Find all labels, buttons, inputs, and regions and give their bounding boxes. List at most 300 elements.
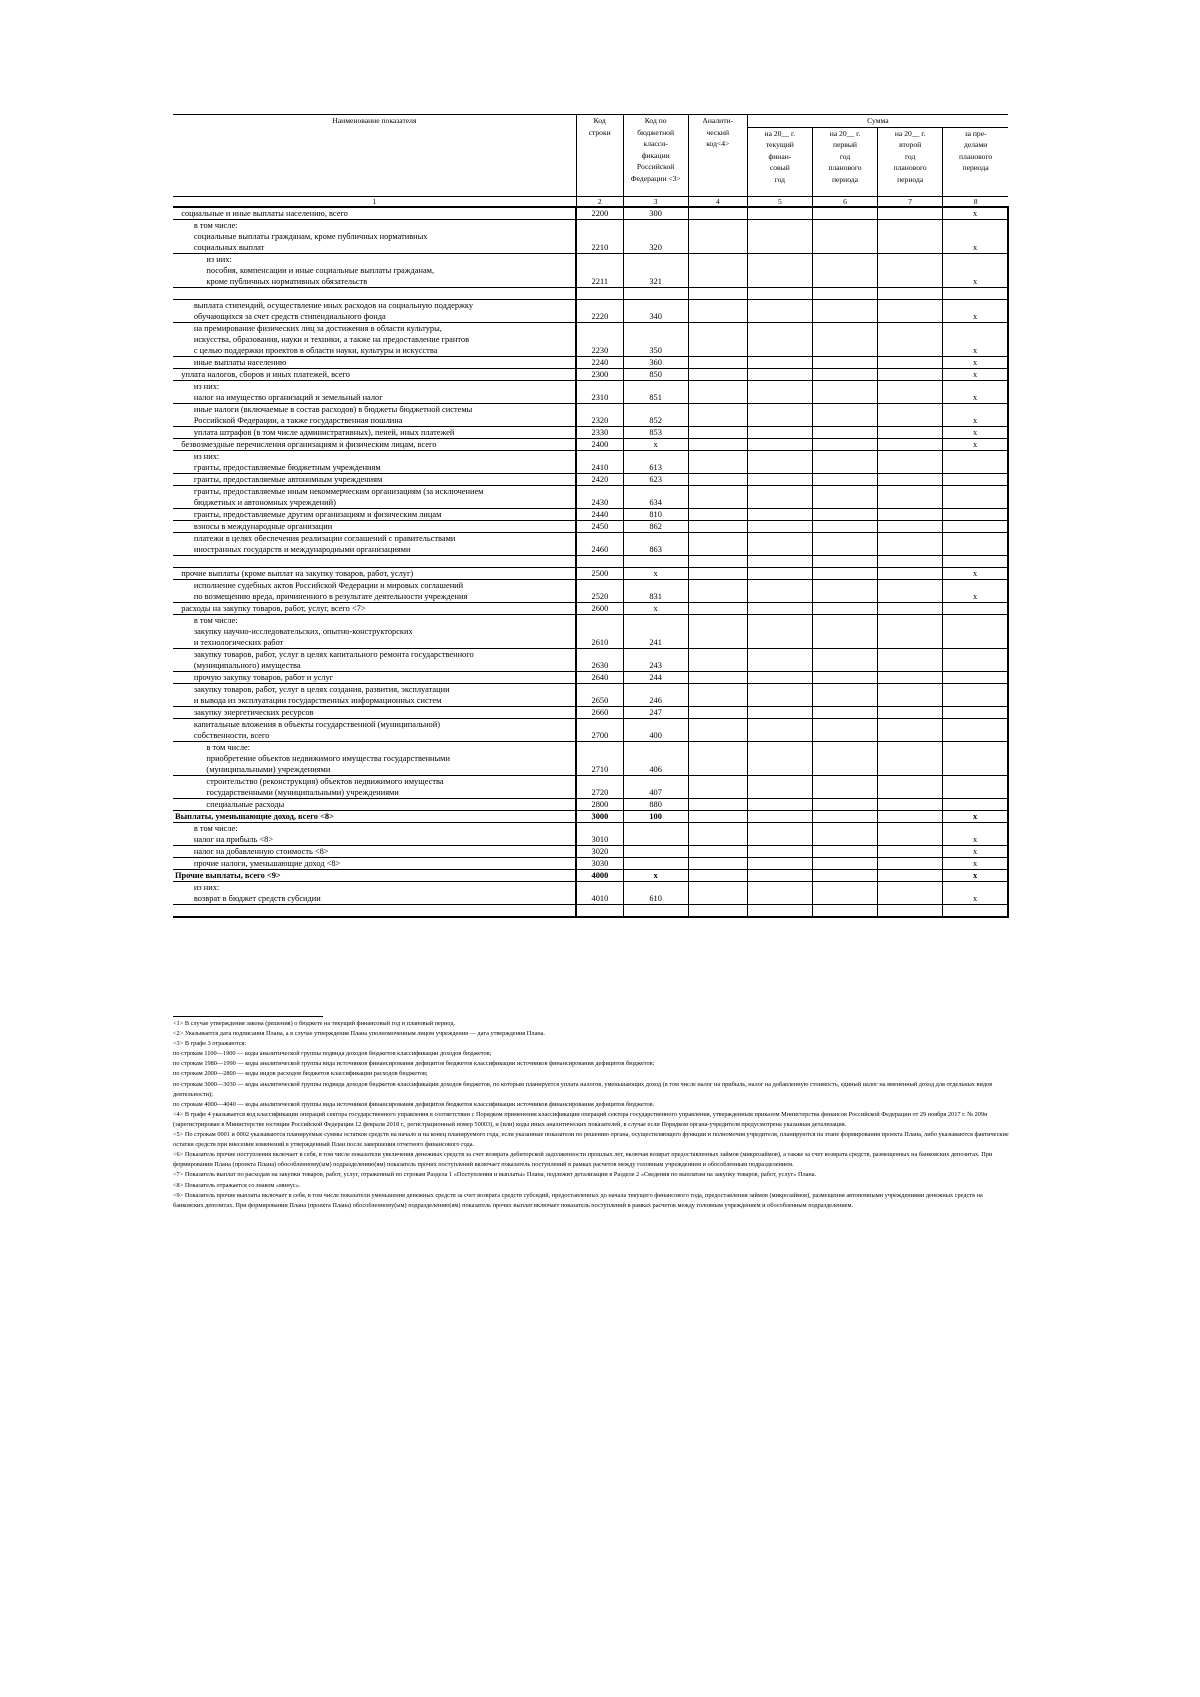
col-num-4: 4: [688, 196, 747, 207]
row-sum-beyond: x: [943, 322, 1008, 356]
row-sum-current: [747, 532, 812, 555]
plan-sheet: [173, 114, 1009, 918]
row-name: из них: гранты, предоставляемые бюджетным учреждениям: [173, 450, 576, 473]
row-name: [173, 287, 576, 299]
row-analytic: [688, 426, 747, 438]
row-sum-first: [812, 532, 877, 555]
row-sum-first: [812, 253, 877, 287]
row-code: 3010: [576, 822, 623, 845]
row-bk-code: 244: [623, 671, 688, 683]
table-row: [173, 485, 1008, 508]
table-row: [173, 810, 1008, 822]
row-code: 3030: [576, 857, 623, 869]
row-code: [576, 904, 623, 917]
row-bk-code: 360: [623, 356, 688, 368]
row-sum-beyond: x: [943, 299, 1008, 322]
row-name: уплата штрафов (в том числе административных), пеней, иных платежей: [173, 426, 576, 438]
row-sum-second: [878, 207, 943, 220]
row-bk-code: 241: [623, 614, 688, 648]
row-bk-code: 863: [623, 532, 688, 555]
row-code: [576, 555, 623, 567]
row-name: налог на добавленную стоимость <8>: [173, 845, 576, 857]
row-sum-current: [747, 485, 812, 508]
row-sum-second: [878, 219, 943, 253]
col-num-6: 6: [812, 196, 877, 207]
row-sum-first: [812, 567, 877, 579]
row-bk-code: 340: [623, 299, 688, 322]
row-name: капитальные вложения в объекты государственной (муниципальной) собственности, всего: [173, 718, 576, 741]
footnotes-body: [173, 1019, 1009, 1211]
row-code: 2720: [576, 775, 623, 798]
row-sum-current: [747, 648, 812, 671]
row-sum-second: [878, 869, 943, 881]
row-sum-beyond: x: [943, 356, 1008, 368]
row-analytic: [688, 287, 747, 299]
row-sum-first: [812, 857, 877, 869]
row-sum-first: [812, 555, 877, 567]
table-row: [173, 450, 1008, 473]
row-sum-second: [878, 810, 943, 822]
row-sum-second: [878, 520, 943, 532]
row-sum-second: [878, 426, 943, 438]
row-bk-code: 852: [623, 403, 688, 426]
row-bk-code: 300: [623, 207, 688, 220]
row-sum-first: [812, 426, 877, 438]
row-sum-current: [747, 798, 812, 810]
row-name: из них: налог на имущество организаций и земельный налог: [173, 380, 576, 403]
row-code: 2700: [576, 718, 623, 741]
row-sum-beyond: [943, 450, 1008, 473]
table-row: [173, 648, 1008, 671]
column-numbers-row: [173, 196, 1008, 207]
row-analytic: [688, 520, 747, 532]
row-code: 2710: [576, 741, 623, 775]
header-year-3: на 20__ г. второй год планового периода: [878, 127, 943, 196]
row-bk-code: 243: [623, 648, 688, 671]
row-sum-second: [878, 253, 943, 287]
row-sum-beyond: x: [943, 403, 1008, 426]
table-row: [173, 368, 1008, 380]
row-code: 4010: [576, 881, 623, 904]
footnote: <6> Показатель прочие поступления включает в себя, в том числе показатели увеличения денежных средств за счет возврата дебиторской задолженности прошлых лет, включая возврат предоставленных займов (микрозаймов), а также за счет возврата средств, размещенных на банковских депозитах. При формировании Плана (проекта Плана) обособленному(ым) подразделению(ям) показатель прочих поступлений включает показатель поступлений в рамках расчетов между головным учреждением и обособленным подразделением.: [173, 1151, 993, 1169]
row-sum-beyond: [943, 287, 1008, 299]
row-sum-beyond: x: [943, 822, 1008, 845]
row-bk-code: [623, 287, 688, 299]
row-name: прочую закупку товаров, работ и услуг: [173, 671, 576, 683]
row-analytic: [688, 614, 747, 648]
header-sum: Сумма: [747, 115, 1008, 128]
row-analytic: [688, 869, 747, 881]
row-code: 2400: [576, 438, 623, 450]
row-analytic: [688, 845, 747, 857]
row-name: строительство (реконструкция) объектов недвижимого имущества государственными (муниципальными) учреждениями: [173, 775, 576, 798]
row-analytic: [688, 602, 747, 614]
row-analytic: [688, 822, 747, 845]
row-sum-beyond: x: [943, 438, 1008, 450]
row-sum-second: [878, 438, 943, 450]
row-name: из них: пособия, компенсации и иные социальные выплаты гражданам, кроме публичных нормативных обязательств: [173, 253, 576, 287]
row-sum-beyond: x: [943, 253, 1008, 287]
row-bk-code: x: [623, 602, 688, 614]
row-code: 2610: [576, 614, 623, 648]
row-analytic: [688, 904, 747, 917]
row-sum-first: [812, 322, 877, 356]
row-bk-code: 623: [623, 473, 688, 485]
row-analytic: [688, 857, 747, 869]
row-sum-second: [878, 287, 943, 299]
row-sum-beyond: [943, 671, 1008, 683]
footnote: <8> Показатель отражается со знаком «минус».: [173, 1181, 301, 1189]
table-row: [173, 356, 1008, 368]
row-sum-second: [878, 741, 943, 775]
row-sum-first: [812, 648, 877, 671]
row-bk-code: 862: [623, 520, 688, 532]
row-sum-current: [747, 438, 812, 450]
row-analytic: [688, 775, 747, 798]
footnote: <5> По строкам 0001 и 0002 указываются планируемые суммы остатков средств на начало и на конец планируемого года, если указанные показатели по решению органа, осуществляющего функции и полномочия учредителя, планируются на этапе формирования проекта Плана, либо указываются фактические остатки средств при внесении изменений в утвержденный План после завершения отчетного финансового года.: [173, 1131, 1009, 1149]
table-row: [173, 706, 1008, 718]
row-name: Выплаты, уменьшающие доход, всего <8>: [173, 810, 576, 822]
row-code: 2640: [576, 671, 623, 683]
row-code: 2310: [576, 380, 623, 403]
footnote: по строкам 3000—3030 — коды аналитической группы подвида доходов бюджетов классификации доходов бюджетов, по которым планируется уплата налогов, уменьшающих доход (в том числе налог на прибыль, налог на добавленную стоимость, единый налог на вмененный доход для отдельных видов деятельности);: [173, 1080, 993, 1098]
header-row-top: [173, 115, 1008, 128]
row-sum-second: [878, 299, 943, 322]
col-num-3: 3: [623, 196, 688, 207]
row-sum-first: [812, 403, 877, 426]
row-code: 2650: [576, 683, 623, 706]
col-num-8: 8: [943, 196, 1008, 207]
row-sum-current: [747, 706, 812, 718]
row-analytic: [688, 648, 747, 671]
row-code: 2211: [576, 253, 623, 287]
row-sum-first: [812, 741, 877, 775]
table-row: [173, 520, 1008, 532]
row-sum-current: [747, 845, 812, 857]
row-sum-current: [747, 219, 812, 253]
row-name: прочие выплаты (кроме выплат на закупку товаров, работ, услуг): [173, 567, 576, 579]
row-sum-current: [747, 810, 812, 822]
row-sum-first: [812, 822, 877, 845]
row-sum-beyond: x: [943, 380, 1008, 403]
table-row: [173, 857, 1008, 869]
row-name: прочие налоги, уменьшающие доход <8>: [173, 857, 576, 869]
row-sum-second: [878, 648, 943, 671]
row-sum-beyond: [943, 706, 1008, 718]
row-code: 2460: [576, 532, 623, 555]
row-name: закупку товаров, работ, услуг в целях капитального ремонта государственного (муниципального) имущества: [173, 648, 576, 671]
plan-table: [173, 114, 1009, 918]
col-num-2: 2: [576, 196, 623, 207]
row-sum-beyond: [943, 648, 1008, 671]
row-bk-code: 406: [623, 741, 688, 775]
row-name: в том числе: приобретение объектов недвижимого имущества государственными (муниципальными) учреждениями: [173, 741, 576, 775]
row-analytic: [688, 881, 747, 904]
row-bk-code: 634: [623, 485, 688, 508]
row-name: исполнение судебных актов Российской Федерации и мировых соглашений по возмещению вреда, причиненного в результате деятельности учреждения: [173, 579, 576, 602]
table-row: [173, 219, 1008, 253]
row-sum-beyond: x: [943, 810, 1008, 822]
table-row: [173, 798, 1008, 810]
row-analytic: [688, 683, 747, 706]
row-sum-beyond: [943, 602, 1008, 614]
row-bk-code: 100: [623, 810, 688, 822]
row-analytic: [688, 567, 747, 579]
row-sum-second: [878, 450, 943, 473]
row-name: закупку энергетических ресурсов: [173, 706, 576, 718]
row-sum-first: [812, 380, 877, 403]
row-name: в том числе: социальные выплаты гражданам, кроме публичных нормативных социальных выплат: [173, 219, 576, 253]
row-name: выплата стипендий, осуществление иных расходов на социальную поддержку обучающихся за счет средств стипендиального фонда: [173, 299, 576, 322]
row-analytic: [688, 450, 747, 473]
row-bk-code: 400: [623, 718, 688, 741]
footnote: <4> В графе 4 указывается код классификации операций сектора государственного управления в соответствии с Порядком применения классификации операций сектора государственного управления, утвержденным приказом Министерства финансов Российской Федерации от 29 ноября 2017 г. № 209н (зарегистрирован в Министерстве юстиции Российской Федерации 12 февраля 2018 г., регистрационный номер 50003), и (или) коды иных аналитических показателей, в случае если Порядком органа-учредителя предусмотрена указанная детализация.: [173, 1110, 988, 1128]
row-sum-current: [747, 718, 812, 741]
row-code: 2220: [576, 299, 623, 322]
row-name: в том числе: налог на прибыль <8>: [173, 822, 576, 845]
row-sum-current: [747, 579, 812, 602]
table-row: [173, 869, 1008, 881]
row-sum-current: [747, 567, 812, 579]
row-code: 2420: [576, 473, 623, 485]
row-analytic: [688, 322, 747, 356]
row-sum-first: [812, 356, 877, 368]
row-sum-beyond: x: [943, 857, 1008, 869]
row-sum-second: [878, 532, 943, 555]
row-bk-code: [623, 857, 688, 869]
row-sum-beyond: [943, 508, 1008, 520]
row-sum-current: [747, 869, 812, 881]
row-sum-first: [812, 718, 877, 741]
row-code: 2630: [576, 648, 623, 671]
row-analytic: [688, 555, 747, 567]
row-sum-beyond: [943, 904, 1008, 917]
row-sum-first: [812, 368, 877, 380]
row-sum-first: [812, 579, 877, 602]
row-name: специальные расходы: [173, 798, 576, 810]
row-sum-beyond: [943, 485, 1008, 508]
header-code-row: Код строки: [576, 115, 623, 197]
row-name: гранты, предоставляемые иным некоммерческим организациям (за исключением бюджетных и автономных учреждений): [173, 485, 576, 508]
row-analytic: [688, 403, 747, 426]
table-row: [173, 579, 1008, 602]
row-sum-current: [747, 450, 812, 473]
row-bk-code: [623, 555, 688, 567]
table-row: [173, 614, 1008, 648]
row-bk-code: 350: [623, 322, 688, 356]
row-analytic: [688, 368, 747, 380]
row-bk-code: 880: [623, 798, 688, 810]
row-sum-beyond: [943, 718, 1008, 741]
footnote: по строкам 4000—4040 — коды аналитической группы вида источников финансирования дефицитов бюджетов классификации источников финансирования дефицитов бюджетов.: [173, 1100, 655, 1108]
footnote-rule: [173, 1016, 323, 1017]
row-sum-beyond: x: [943, 579, 1008, 602]
row-bk-code: 246: [623, 683, 688, 706]
blank-row: [173, 287, 1008, 299]
row-sum-second: [878, 368, 943, 380]
row-name: взносы в международные организации: [173, 520, 576, 532]
table-row: [173, 508, 1008, 520]
row-sum-beyond: [943, 741, 1008, 775]
footnote: <3> В графе 3 отражаются:: [173, 1040, 247, 1048]
row-sum-second: [878, 718, 943, 741]
row-sum-current: [747, 508, 812, 520]
table-row: [173, 671, 1008, 683]
row-sum-second: [878, 485, 943, 508]
row-sum-second: [878, 857, 943, 869]
row-code: 3020: [576, 845, 623, 857]
row-analytic: [688, 207, 747, 220]
row-sum-current: [747, 555, 812, 567]
row-sum-first: [812, 299, 877, 322]
footnote: <1> В случае утверждения закона (решения) о бюджете на текущий финансовый год и плановый период.: [173, 1020, 456, 1027]
row-sum-current: [747, 380, 812, 403]
row-bk-code: 831: [623, 579, 688, 602]
row-sum-current: [747, 356, 812, 368]
row-sum-beyond: x: [943, 869, 1008, 881]
row-sum-second: [878, 579, 943, 602]
row-sum-first: [812, 775, 877, 798]
row-name: иные налоги (включаемые в состав расходов) в бюджеты бюджетной системы Российской Федерации, а также государственная пошлина: [173, 403, 576, 426]
row-sum-first: [812, 881, 877, 904]
row-bk-code: 613: [623, 450, 688, 473]
table-row: [173, 881, 1008, 904]
row-sum-second: [878, 380, 943, 403]
row-sum-second: [878, 614, 943, 648]
row-analytic: [688, 508, 747, 520]
table-row: [173, 426, 1008, 438]
header-code-bk: Код по бюджетной класси- фикации Российской Федерации <3>: [623, 115, 688, 197]
row-analytic: [688, 253, 747, 287]
row-code: 2200: [576, 207, 623, 220]
row-sum-second: [878, 706, 943, 718]
col-num-5: 5: [747, 196, 812, 207]
row-name: уплата налогов, сборов и иных платежей, всего: [173, 368, 576, 380]
row-sum-beyond: [943, 555, 1008, 567]
row-sum-current: [747, 253, 812, 287]
row-sum-current: [747, 683, 812, 706]
row-analytic: [688, 438, 747, 450]
row-code: 2320: [576, 403, 623, 426]
row-bk-code: [623, 822, 688, 845]
row-analytic: [688, 810, 747, 822]
row-analytic: [688, 219, 747, 253]
table-row: [173, 299, 1008, 322]
row-code: 2300: [576, 368, 623, 380]
row-sum-first: [812, 287, 877, 299]
row-sum-second: [878, 567, 943, 579]
row-sum-current: [747, 403, 812, 426]
table-row: [173, 438, 1008, 450]
row-sum-current: [747, 904, 812, 917]
table-row: [173, 775, 1008, 798]
row-analytic: [688, 485, 747, 508]
row-sum-second: [878, 473, 943, 485]
table-row: [173, 845, 1008, 857]
row-sum-beyond: [943, 532, 1008, 555]
row-code: 2330: [576, 426, 623, 438]
col-num-7: 7: [878, 196, 943, 207]
table-row: [173, 741, 1008, 775]
row-sum-current: [747, 207, 812, 220]
row-sum-beyond: x: [943, 845, 1008, 857]
row-analytic: [688, 798, 747, 810]
row-name: гранты, предоставляемые автономным учреждениям: [173, 473, 576, 485]
row-sum-second: [878, 904, 943, 917]
row-sum-first: [812, 845, 877, 857]
row-sum-second: [878, 798, 943, 810]
row-sum-beyond: x: [943, 219, 1008, 253]
row-code: 2240: [576, 356, 623, 368]
row-sum-second: [878, 508, 943, 520]
row-code: [576, 287, 623, 299]
header-analytic: Аналити- ческий код<4>: [688, 115, 747, 197]
row-code: 2230: [576, 322, 623, 356]
blank-row: [173, 904, 1008, 917]
row-code: 2410: [576, 450, 623, 473]
row-analytic: [688, 356, 747, 368]
row-sum-first: [812, 798, 877, 810]
row-code: 2210: [576, 219, 623, 253]
footnotes: [173, 1016, 1009, 1211]
row-sum-first: [812, 508, 877, 520]
table-row: [173, 567, 1008, 579]
row-code: 2660: [576, 706, 623, 718]
table-row: [173, 473, 1008, 485]
row-bk-code: x: [623, 567, 688, 579]
row-sum-current: [747, 671, 812, 683]
row-sum-current: [747, 614, 812, 648]
row-sum-current: [747, 426, 812, 438]
row-sum-second: [878, 845, 943, 857]
row-sum-beyond: [943, 473, 1008, 485]
row-bk-code: 850: [623, 368, 688, 380]
row-sum-current: [747, 857, 812, 869]
row-sum-second: [878, 602, 943, 614]
row-code: 2430: [576, 485, 623, 508]
row-analytic: [688, 473, 747, 485]
row-analytic: [688, 718, 747, 741]
row-sum-current: [747, 822, 812, 845]
row-bk-code: [623, 845, 688, 857]
footnote: по строкам 1100—1900 — коды аналитической группы подвида доходов бюджетов классификации доходов бюджетов;: [173, 1050, 492, 1058]
col-num-1: 1: [173, 196, 576, 207]
row-analytic: [688, 299, 747, 322]
row-bk-code: 320: [623, 219, 688, 253]
row-sum-current: [747, 881, 812, 904]
table-row: [173, 322, 1008, 356]
table-row: [173, 207, 1008, 220]
row-sum-beyond: [943, 683, 1008, 706]
row-code: 2520: [576, 579, 623, 602]
row-sum-beyond: x: [943, 207, 1008, 220]
blank-row: [173, 555, 1008, 567]
row-code: 2800: [576, 798, 623, 810]
row-bk-code: 407: [623, 775, 688, 798]
row-sum-beyond: [943, 520, 1008, 532]
row-sum-first: [812, 671, 877, 683]
row-name: платежи в целях обеспечения реализации соглашений с правительствами иностранных государств и международными организациями: [173, 532, 576, 555]
row-sum-first: [812, 706, 877, 718]
row-code: 2600: [576, 602, 623, 614]
row-sum-first: [812, 207, 877, 220]
footnote: по строкам 2000—2800 — коды видов расходов бюджетов классификации расходов бюджетов;: [173, 1070, 428, 1078]
row-analytic: [688, 671, 747, 683]
row-sum-beyond: [943, 614, 1008, 648]
row-sum-first: [812, 904, 877, 917]
row-analytic: [688, 706, 747, 718]
row-sum-first: [812, 219, 877, 253]
